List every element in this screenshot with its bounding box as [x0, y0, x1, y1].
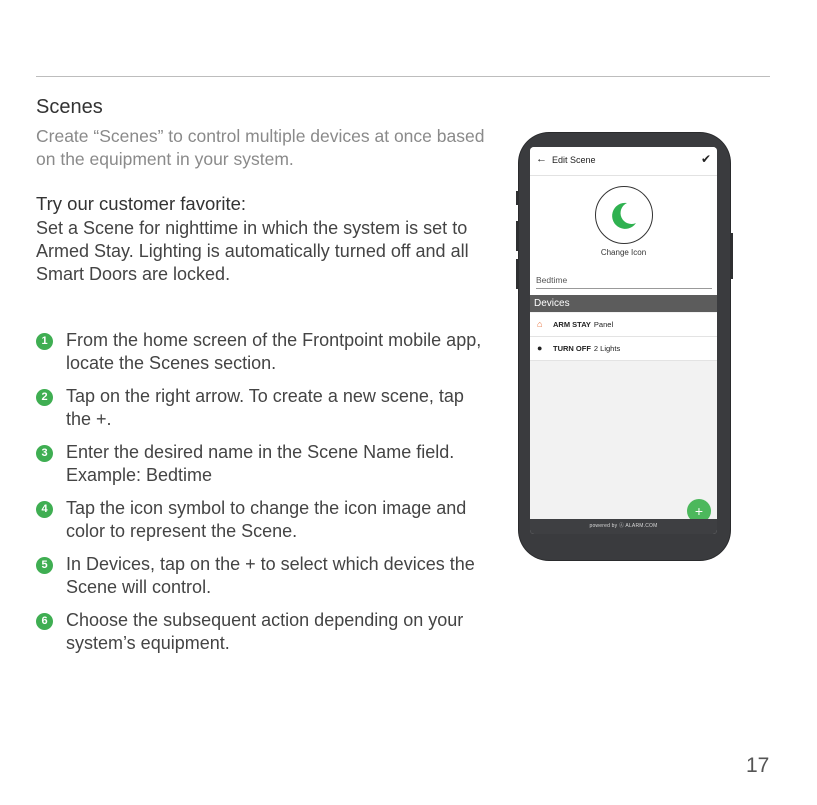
step-4 [36, 497, 486, 543]
scene-name-underline [536, 288, 712, 289]
step-number-badge: 1 [36, 333, 53, 350]
step-6 [36, 609, 486, 655]
checkmark-icon[interactable]: ✔ [700, 152, 711, 166]
phone-mockup [519, 133, 730, 560]
page-title: Scenes [36, 96, 103, 118]
house-icon: ⌂ [537, 319, 543, 329]
header-title: Edit Scene [552, 155, 596, 165]
app-header [530, 147, 717, 176]
devices-header [530, 295, 717, 312]
device-target: Panel [593, 320, 614, 329]
top-rule [36, 76, 770, 77]
phone-volume-up-button [516, 221, 519, 251]
step-number-badge: 6 [36, 613, 53, 630]
moon-icon [596, 187, 652, 243]
step-text: Enter the desired name in the Scene Name field. Example: Bedtime [66, 442, 455, 485]
step-text: Tap on the right arrow. To create a new scene, tap the +. [66, 386, 464, 429]
step-text: Tap the icon symbol to change the icon image and color to represent the Scene. [66, 498, 467, 541]
back-arrow-icon[interactable]: ← [536, 153, 547, 165]
favorite-heading: Try our customer favorite: [36, 193, 247, 214]
device-action-label: TURN OFF [553, 344, 591, 353]
device-action [553, 320, 613, 329]
powered-by-text: powered by Ⓐ ALARM.COM [589, 523, 658, 529]
bulb-icon: ● [537, 343, 543, 353]
scene-icon-button[interactable] [595, 186, 653, 244]
device-target: 2 Lights [593, 344, 621, 353]
step-number-badge: 2 [36, 389, 53, 406]
steps-list [36, 329, 486, 665]
scene-name-field[interactable]: Bedtime [536, 275, 568, 285]
favorite-body: Set a Scene for nighttime in which the system is set to Armed Stay. Lighting is automatically turned off and all Smart Doors are locked. [36, 218, 469, 284]
page-number: 17 [746, 754, 770, 777]
step-text: From the home screen of the Frontpoint mobile app, locate the Scenes section. [66, 330, 482, 373]
device-row-arm-stay[interactable] [530, 313, 717, 337]
page-subtitle: Create “Scenes” to control multiple devices at once based on the equipment in your system. [36, 126, 485, 169]
step-text: Choose the subsequent action depending on your system’s equipment. [66, 610, 464, 653]
step-number-badge: 5 [36, 557, 53, 574]
device-action-label: ARM STAY [553, 320, 591, 329]
step-text: In Devices, tap on the + to select which devices the Scene will control. [66, 554, 475, 597]
scene-icon-section [530, 176, 717, 295]
phone-volume-down-button [516, 259, 519, 289]
step-number-badge: 3 [36, 445, 53, 462]
device-action [553, 344, 620, 353]
add-device-button[interactable]: + [687, 499, 711, 523]
step-2 [36, 385, 486, 431]
change-icon-label[interactable]: Change Icon [600, 248, 647, 257]
step-5 [36, 553, 486, 599]
phone-screen [530, 147, 717, 534]
step-1 [36, 329, 486, 375]
phone-side-button [516, 191, 519, 205]
step-number-badge: 4 [36, 501, 53, 518]
device-row-turn-off[interactable] [530, 337, 717, 361]
app-footer [530, 519, 717, 534]
step-3 [36, 441, 486, 487]
devices-label: Devices [534, 298, 570, 309]
phone-power-button [730, 233, 733, 279]
